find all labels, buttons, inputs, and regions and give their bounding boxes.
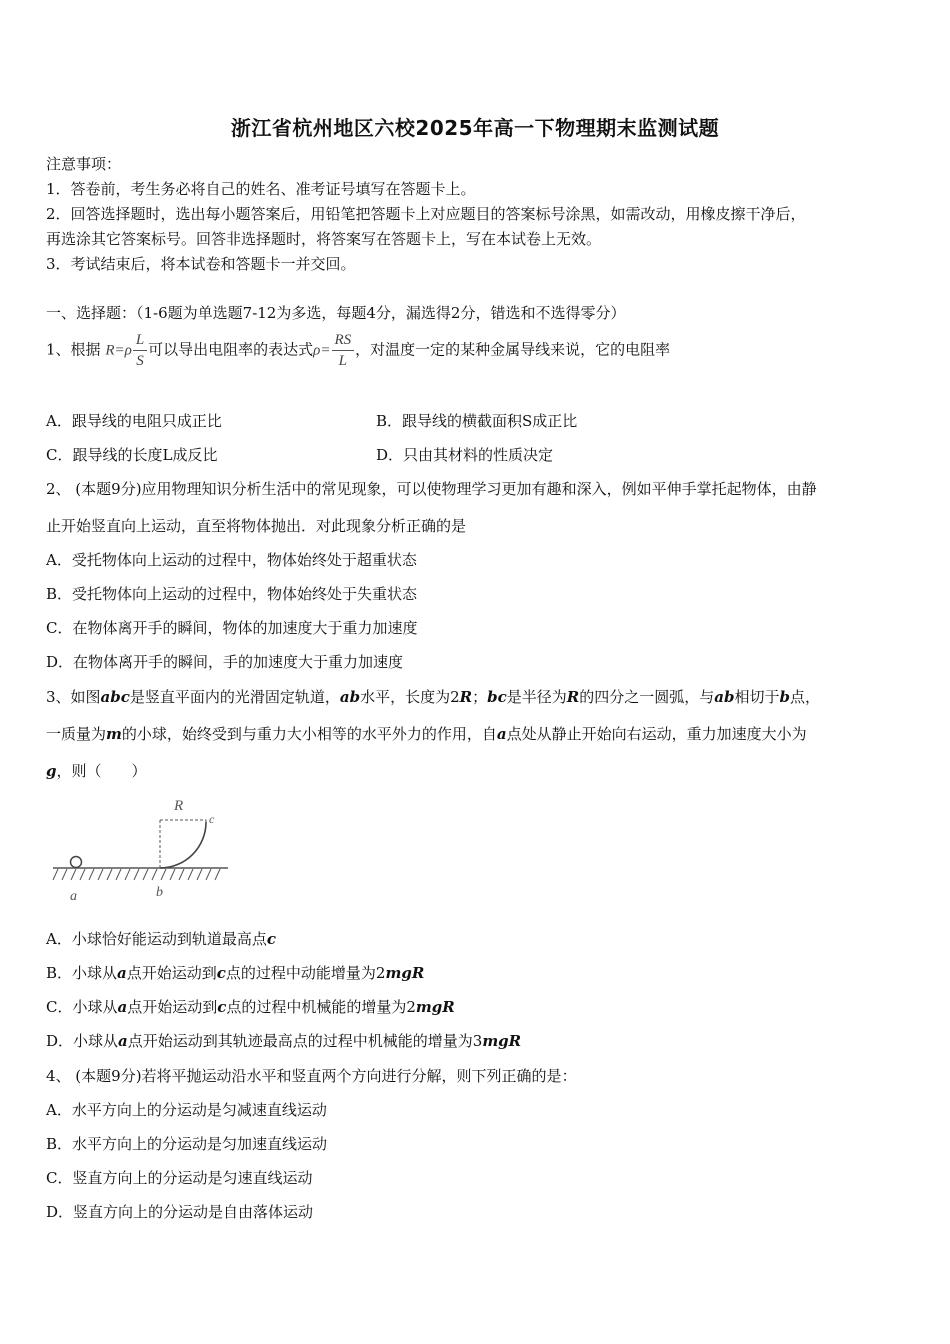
q4-stem: 4、 (本题9分)若将平抛运动沿水平和竖直两个方向进行分解，则下列正确的是： (46, 1067, 577, 1085)
q1-option-b: B．跟导线的横截面积S成正比 (376, 412, 578, 430)
q1-prefix: 1、根据 (46, 340, 101, 359)
ball-icon (71, 857, 82, 868)
q3-option-text: A．小球恰好能运动到轨道最高点 (46, 930, 267, 948)
ground-hatching (53, 868, 228, 880)
q3-option-text: 点开始运动到 (127, 998, 218, 1016)
q3-option-text: D．小球从 (46, 1032, 119, 1050)
q4-option-d: D．竖直方向上的分运动是自由落体运动 (46, 1203, 314, 1221)
q3-text: 点， (790, 688, 821, 706)
q3-text: ，则（ ） (56, 762, 147, 780)
q3-stem-line-2 (46, 723, 807, 744)
q2-option-a: A．受托物体向上运动的过程中，物体始终处于超重状态 (46, 551, 417, 569)
q1-formula1-numerator: L (133, 330, 147, 351)
q4-option-c: C．竖直方向上的分运动是匀速直线运动 (46, 1169, 313, 1187)
figure-label-b: b (156, 885, 163, 900)
q3-var: ab (339, 688, 361, 706)
q3-text: 一质量为 (46, 725, 107, 743)
q4-option-a: A．水平方向上的分运动是匀减速直线运动 (46, 1101, 327, 1119)
q3-option-var: a (118, 1032, 128, 1050)
notice-item-3: 3．考试结束后，将本试卷和答题卡一并交回。 (46, 255, 356, 273)
q3-option-text: 点的过程中机械能的增量为2 (226, 998, 416, 1016)
notice-item-1: 1．答卷前，考生务必将自己的姓名、准考证号填写在答题卡上。 (46, 180, 476, 198)
section-heading: 一、选择题：（1-6题为单选题7-12为多选，每题4分，漏选得2分，错选和不选得零分） (46, 304, 626, 322)
q3-var: R (459, 688, 473, 706)
q1-formula1-fraction (133, 330, 147, 371)
question-1-stem (46, 330, 670, 371)
q3-option-c (46, 996, 455, 1017)
q3-var: g (46, 762, 57, 780)
q3-option-var: c (216, 964, 226, 982)
quarter-arc-track (160, 822, 206, 868)
q3-text: 是竖直平面内的光滑固定轨道， (129, 688, 340, 706)
q3-text: 的四分之一圆弧，与 (579, 688, 715, 706)
notice-heading: 注意事项： (46, 155, 122, 173)
figure-label-r: R (174, 798, 184, 814)
q3-option-text: 点的过程中动能增量为2 (225, 964, 386, 982)
notice-item-2: 2．回答选择题时，选出每小题答案后，用铅笔把答题卡上对应题目的答案标号涂黑，如需改动，用橡皮擦干净后， (46, 205, 806, 223)
q3-option-var: a (117, 964, 127, 982)
q1-formula2-lhs: ρ= (313, 342, 331, 359)
q3-stem-line-3 (46, 760, 147, 781)
q3-option-text: C．小球从 (46, 998, 118, 1016)
q3-var: a (496, 725, 507, 743)
q3-option-d (46, 1030, 521, 1051)
q3-option-var: mgR (385, 964, 425, 982)
q3-text: 的小球，始终受到与重力大小相等的水平外力的作用，自 (121, 725, 497, 743)
q1-option-c: C．跟导线的长度L成反比 (46, 446, 218, 464)
q3-option-var: a (117, 998, 128, 1016)
q2-option-c: C．在物体离开手的瞬间，物体的加速度大于重力加速度 (46, 619, 418, 637)
q3-text: ； (472, 688, 488, 706)
notice-item-2-cont: 再选涂其它答案标号。回答非选择题时，将答案写在答题卡上，写在本试卷上无效。 (46, 230, 602, 248)
q2-stem-line-2: 止开始竖直向上运动，直至将物体抛出．对此现象分析正确的是 (46, 517, 467, 535)
q3-text: 相切于 (734, 688, 780, 706)
q3-option-var: mgR (415, 998, 455, 1016)
q1-option-d: D．只由其材料的性质决定 (376, 446, 554, 464)
page-title: 浙江省杭州地区六校2025年高一下物理期末监测试题 (230, 116, 720, 140)
q3-option-var: c (266, 930, 276, 948)
figure-label-a: a (70, 889, 77, 904)
track-figure (48, 790, 238, 906)
q3-var: abc (100, 688, 130, 706)
q1-formula2-fraction (332, 330, 355, 371)
q3-stem-line-1 (46, 686, 820, 707)
q3-var: m (106, 725, 122, 743)
q3-text: 是半径为 (506, 688, 567, 706)
q2-option-b: B．受托物体向上运动的过程中，物体始终处于失重状态 (46, 585, 418, 603)
q3-option-text: 点开始运动到 (126, 964, 217, 982)
q3-option-a (46, 928, 276, 949)
q2-option-d: D．在物体离开手的瞬间，手的加速度大于重力加速度 (46, 653, 404, 671)
q3-option-var: c (217, 998, 227, 1016)
q1-option-a: A．跟导线的电阻只成正比 (46, 412, 222, 430)
q2-stem-line-1: 2、 (本题9分)应用物理知识分析生活中的常见现象，可以使物理学习更加有趣和深入，例如平伸手掌托起物体，由静 (46, 480, 817, 498)
q1-formula2-denominator: L (338, 353, 347, 369)
q3-option-b (46, 962, 424, 983)
q1-formula1-denominator: S (136, 353, 144, 369)
q3-option-text: 点开始运动到其轨迹最高点的过程中机械能的增量为3 (127, 1032, 483, 1050)
q3-option-var: mgR (482, 1032, 522, 1050)
q3-var: ab (714, 688, 735, 706)
q1-suffix: ，对温度一定的某种金属导线来说，它的电阻率 (355, 340, 671, 359)
radius-dashed-top (160, 820, 206, 823)
q3-var: bc (487, 688, 507, 706)
q3-text: 点处从静止开始向右运动，重力加速度大小为 (506, 725, 807, 743)
figure-label-c: c (209, 812, 215, 826)
q1-middle: 可以导出电阻率的表达式 (148, 340, 314, 359)
q4-option-b: B．水平方向上的分运动是匀加速直线运动 (46, 1135, 328, 1153)
q3-var: b (779, 688, 791, 706)
q3-var: R (566, 688, 580, 706)
q1-formula1-lhs: R=ρ (105, 342, 132, 359)
q3-text: 水平，长度为2 (360, 688, 460, 706)
q1-formula2-numerator: RS (332, 330, 355, 351)
q3-option-text: B．小球从 (46, 964, 118, 982)
q3-text: 3、如图 (46, 688, 101, 706)
